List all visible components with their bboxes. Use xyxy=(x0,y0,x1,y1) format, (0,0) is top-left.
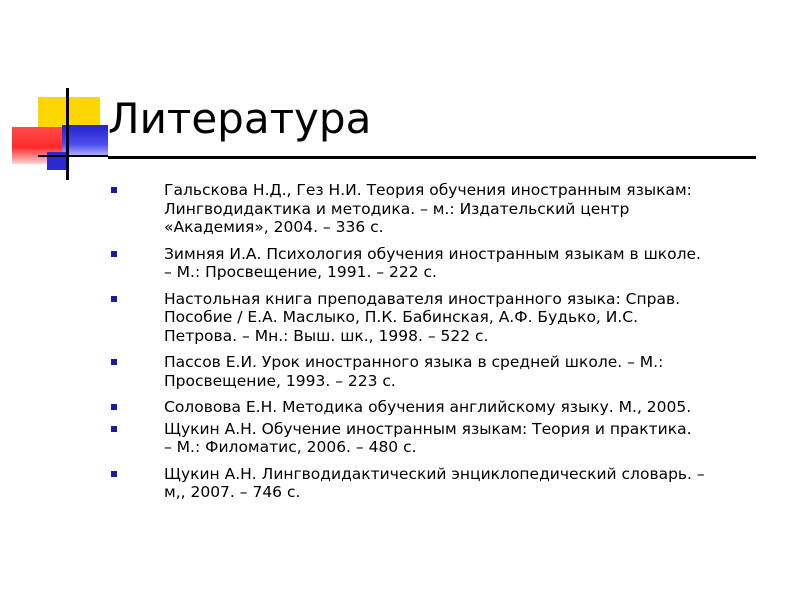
reference-line: Просвещение, 1993. – 223 с. xyxy=(164,371,396,390)
square-bullet-icon xyxy=(111,404,117,410)
reference-line: Петрова. – Мн.: Выш. шк., 1998. – 522 с. xyxy=(164,326,489,345)
reference-item xyxy=(104,245,784,282)
reference-line: м,, 2007. – 746 с. xyxy=(164,483,301,501)
square-bullet-icon xyxy=(111,296,117,302)
reference-item xyxy=(104,398,784,417)
reference-item xyxy=(104,181,784,237)
square-bullet-icon xyxy=(111,426,117,432)
decor-vertical-line xyxy=(66,88,69,180)
reference-item xyxy=(104,465,784,502)
reference-line: Настольная книга преподавателя иностранного языка: Справ. xyxy=(164,289,681,308)
square-bullet-icon xyxy=(111,471,117,477)
reference-line: – М.: Просвещение, 1991. – 222 с. xyxy=(164,263,437,281)
reference-line: Лингводидактика и методика. – м.: Издательский центр xyxy=(164,199,630,218)
reference-line: Зимняя И.А. Психология обучения иностранным языкам в школе. xyxy=(164,244,701,263)
reference-line: Щукин А.Н. Лингводидактический энциклопедический словарь. – xyxy=(164,464,705,483)
square-bullet-icon xyxy=(111,359,117,365)
reference-line: Пассов Е.И. Урок иностранного языка в средней школе. – М.: xyxy=(164,353,664,371)
square-bullet-icon xyxy=(111,251,117,257)
reference-line: Пособие / Е.А. Маслыко, П.К. Бабинская, А.Ф. Будько, И.С. xyxy=(164,308,639,326)
reference-item xyxy=(104,353,784,390)
title-underline xyxy=(108,156,756,159)
reference-line: «Академия», 2004. – 336 с. xyxy=(164,218,384,236)
decor-horizontal-line xyxy=(38,155,108,157)
reference-line: Щукин А.Н. Обучение иностранным языкам: Теория и практика. xyxy=(164,419,692,438)
reference-line: – М.: Филоматис, 2006. – 480 с. xyxy=(164,438,417,456)
reference-item xyxy=(104,420,784,457)
reference-list xyxy=(104,181,784,505)
square-bullet-icon xyxy=(111,187,117,193)
reference-line: Гальскова Н.Д., Гез Н.И. Теория обучения иностранным языкам: xyxy=(164,181,692,199)
slide-title: Литература xyxy=(108,94,372,143)
reference-line: Соловова Е.Н. Методика обучения английскому языку. М., 2005. xyxy=(164,398,692,416)
reference-item xyxy=(104,290,784,346)
